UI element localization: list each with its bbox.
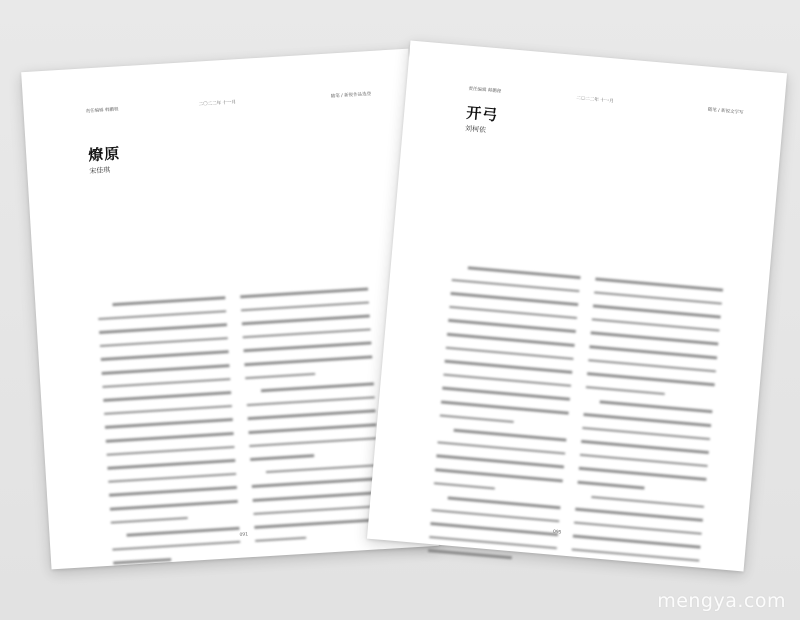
left-page-number: 091 — [239, 532, 249, 538]
right-page-author: 刘柯依 — [464, 124, 487, 135]
left-page-author: 宋佳琪 — [89, 166, 111, 176]
left-page-body-column-2 — [240, 288, 384, 554]
right-page-body-column-1 — [427, 265, 581, 574]
left-page-header-column: 随笔 / 新锐作品选登 — [330, 91, 372, 100]
site-watermark: mengya.com — [657, 590, 786, 612]
left-page-body-column-1 — [97, 296, 241, 575]
left-page-title: 燎原 — [87, 144, 121, 165]
right-page-header-editor: 责任编辑 韩鹏程 — [468, 86, 502, 95]
left-page-header-editor: 责任编辑 韩鹏程 — [85, 107, 119, 115]
right-page — [367, 40, 787, 571]
right-page-number: 095 — [552, 529, 562, 536]
right-page-header-date: 二〇二二年 十一月 — [576, 96, 614, 105]
left-page-header-date: 二〇二二年 十一月 — [198, 100, 237, 108]
right-page-title: 开弓 — [465, 103, 500, 125]
right-page-body-column-2 — [571, 278, 723, 574]
right-page-header-column: 随笔 / 新锐文学写 — [707, 107, 744, 116]
